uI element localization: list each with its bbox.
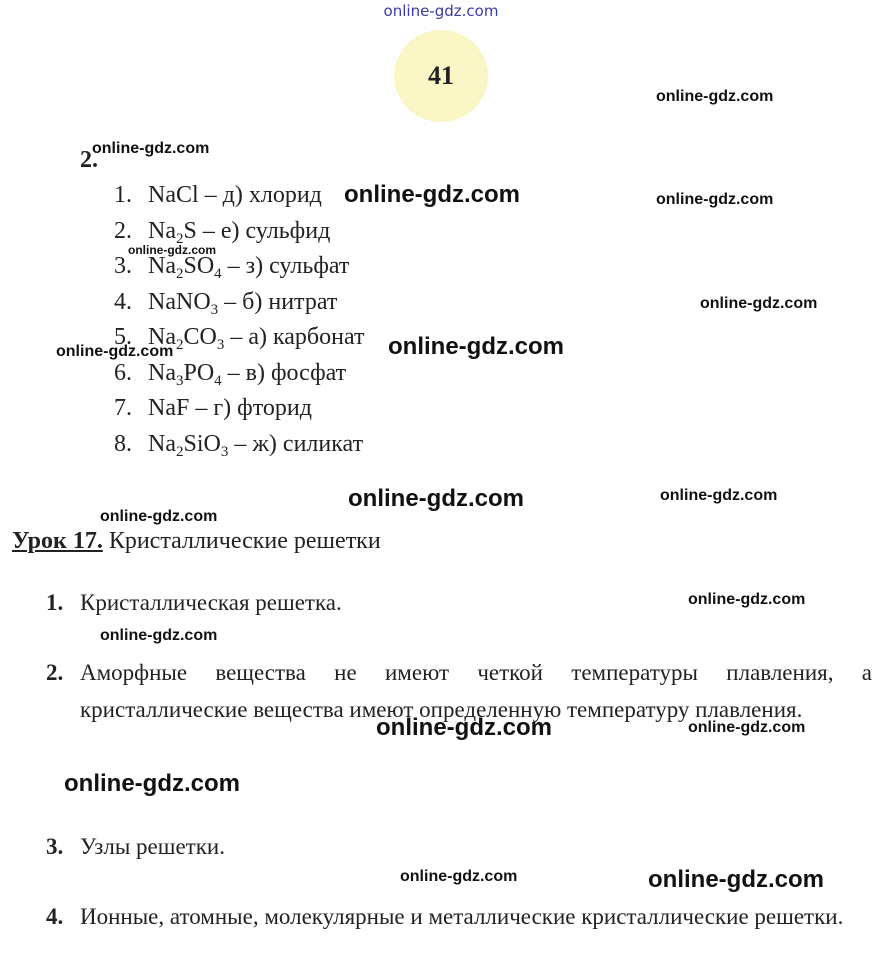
answer-number: 1.: [46, 590, 64, 615]
list-item-number: 3.: [114, 253, 132, 279]
subscript: 2: [175, 443, 184, 460]
subscript: 2: [175, 337, 184, 353]
formula-text: NaF – г) фторид: [148, 395, 312, 421]
site-watermark-top: online-gdz.com: [383, 2, 499, 20]
subscript: 3: [175, 372, 184, 389]
lesson-heading: [12, 528, 381, 555]
page-number-badge: [394, 30, 488, 122]
list-item-number: 7.: [114, 395, 132, 421]
formula-text: Na: [148, 324, 176, 350]
list-item-number: 5.: [114, 324, 132, 350]
watermark: online-gdz.com: [700, 295, 818, 312]
formula-text: PO: [183, 359, 215, 386]
formula-text: S – е) сульфид: [183, 217, 331, 244]
formula-text: NaNO: [148, 288, 211, 315]
answer-text: Узлы решетки.: [80, 834, 225, 859]
watermark: online-gdz.com: [648, 866, 824, 893]
answer-number: 2.: [46, 660, 64, 685]
watermark: online-gdz.com: [344, 181, 520, 208]
formula-text: Na: [148, 217, 176, 244]
formula-text: CO: [183, 324, 217, 350]
subscript: 2: [175, 266, 184, 282]
answer-number: 3.: [46, 834, 64, 859]
formula-text: Na: [148, 430, 176, 457]
subscript: 3: [216, 337, 225, 353]
list-item-number: 2.: [114, 217, 132, 244]
subscript: 2: [175, 230, 184, 247]
formula-text: SO: [183, 253, 215, 279]
formula-list-item: [114, 391, 365, 427]
answer-text: Ионные, атомные, молекулярные и металлические кристаллические решетки.: [80, 904, 844, 929]
watermark: online-gdz.com: [656, 191, 774, 208]
watermark: online-gdz.com: [688, 591, 806, 608]
formula-text: – з) сульфат: [221, 253, 350, 279]
formula-text: – а) карбонат: [224, 324, 365, 350]
list-item-number: 4.: [114, 288, 132, 315]
answer-number: 4.: [46, 904, 64, 929]
watermark: online-gdz.com: [348, 485, 524, 512]
subscript: 3: [210, 301, 219, 318]
list-item-number: 6.: [114, 359, 132, 386]
watermark: online-gdz.com: [376, 714, 552, 741]
watermark: online-gdz.com: [688, 719, 806, 736]
answer-4: [46, 898, 872, 935]
task-number: 2.: [80, 147, 98, 173]
list-item-number: 8.: [114, 430, 132, 457]
answer-3: [46, 828, 872, 865]
watermark: online-gdz.com: [400, 868, 518, 885]
formula-list: [114, 178, 365, 462]
formula-text: SiO: [183, 430, 221, 457]
formula-text: Na: [148, 359, 176, 386]
watermark: online-gdz.com: [656, 88, 774, 105]
watermark: online-gdz.com: [100, 627, 218, 644]
subscript: 4: [214, 266, 222, 282]
formula-text: NaCl – д) хлорид: [148, 182, 322, 208]
formula-text: Na: [148, 253, 176, 279]
watermark: online-gdz.com: [100, 508, 218, 525]
lesson-title: Кристаллические решетки: [108, 528, 381, 554]
subscript: 3: [220, 443, 229, 460]
watermark: online-gdz.com: [56, 343, 174, 360]
watermark: online-gdz.com: [92, 140, 210, 157]
list-item-number: 1.: [114, 182, 132, 208]
formula-text: – в) фосфат: [221, 359, 347, 386]
answer-text: Аморфные вещества не имеют четкой температуры плавления, а кристаллические вещества имеют определенную температуру плавления.: [80, 660, 872, 722]
formula-list-item: [114, 285, 365, 321]
formula-list-item: [114, 427, 365, 463]
watermark: online-gdz.com: [388, 333, 564, 360]
answer-text: Кристаллическая решетка.: [80, 590, 342, 615]
page-number: 41: [428, 61, 454, 90]
subscript: 4: [214, 372, 222, 389]
formula-list-item: [114, 178, 365, 214]
formula-text: – б) нитрат: [218, 288, 338, 315]
watermark: online-gdz.com: [660, 487, 778, 504]
watermark: online-gdz.com: [64, 770, 240, 797]
watermark: online-gdz.com: [128, 243, 216, 257]
formula-text: – ж) силикат: [228, 430, 364, 457]
lesson-label: Урок 17.: [12, 528, 103, 554]
